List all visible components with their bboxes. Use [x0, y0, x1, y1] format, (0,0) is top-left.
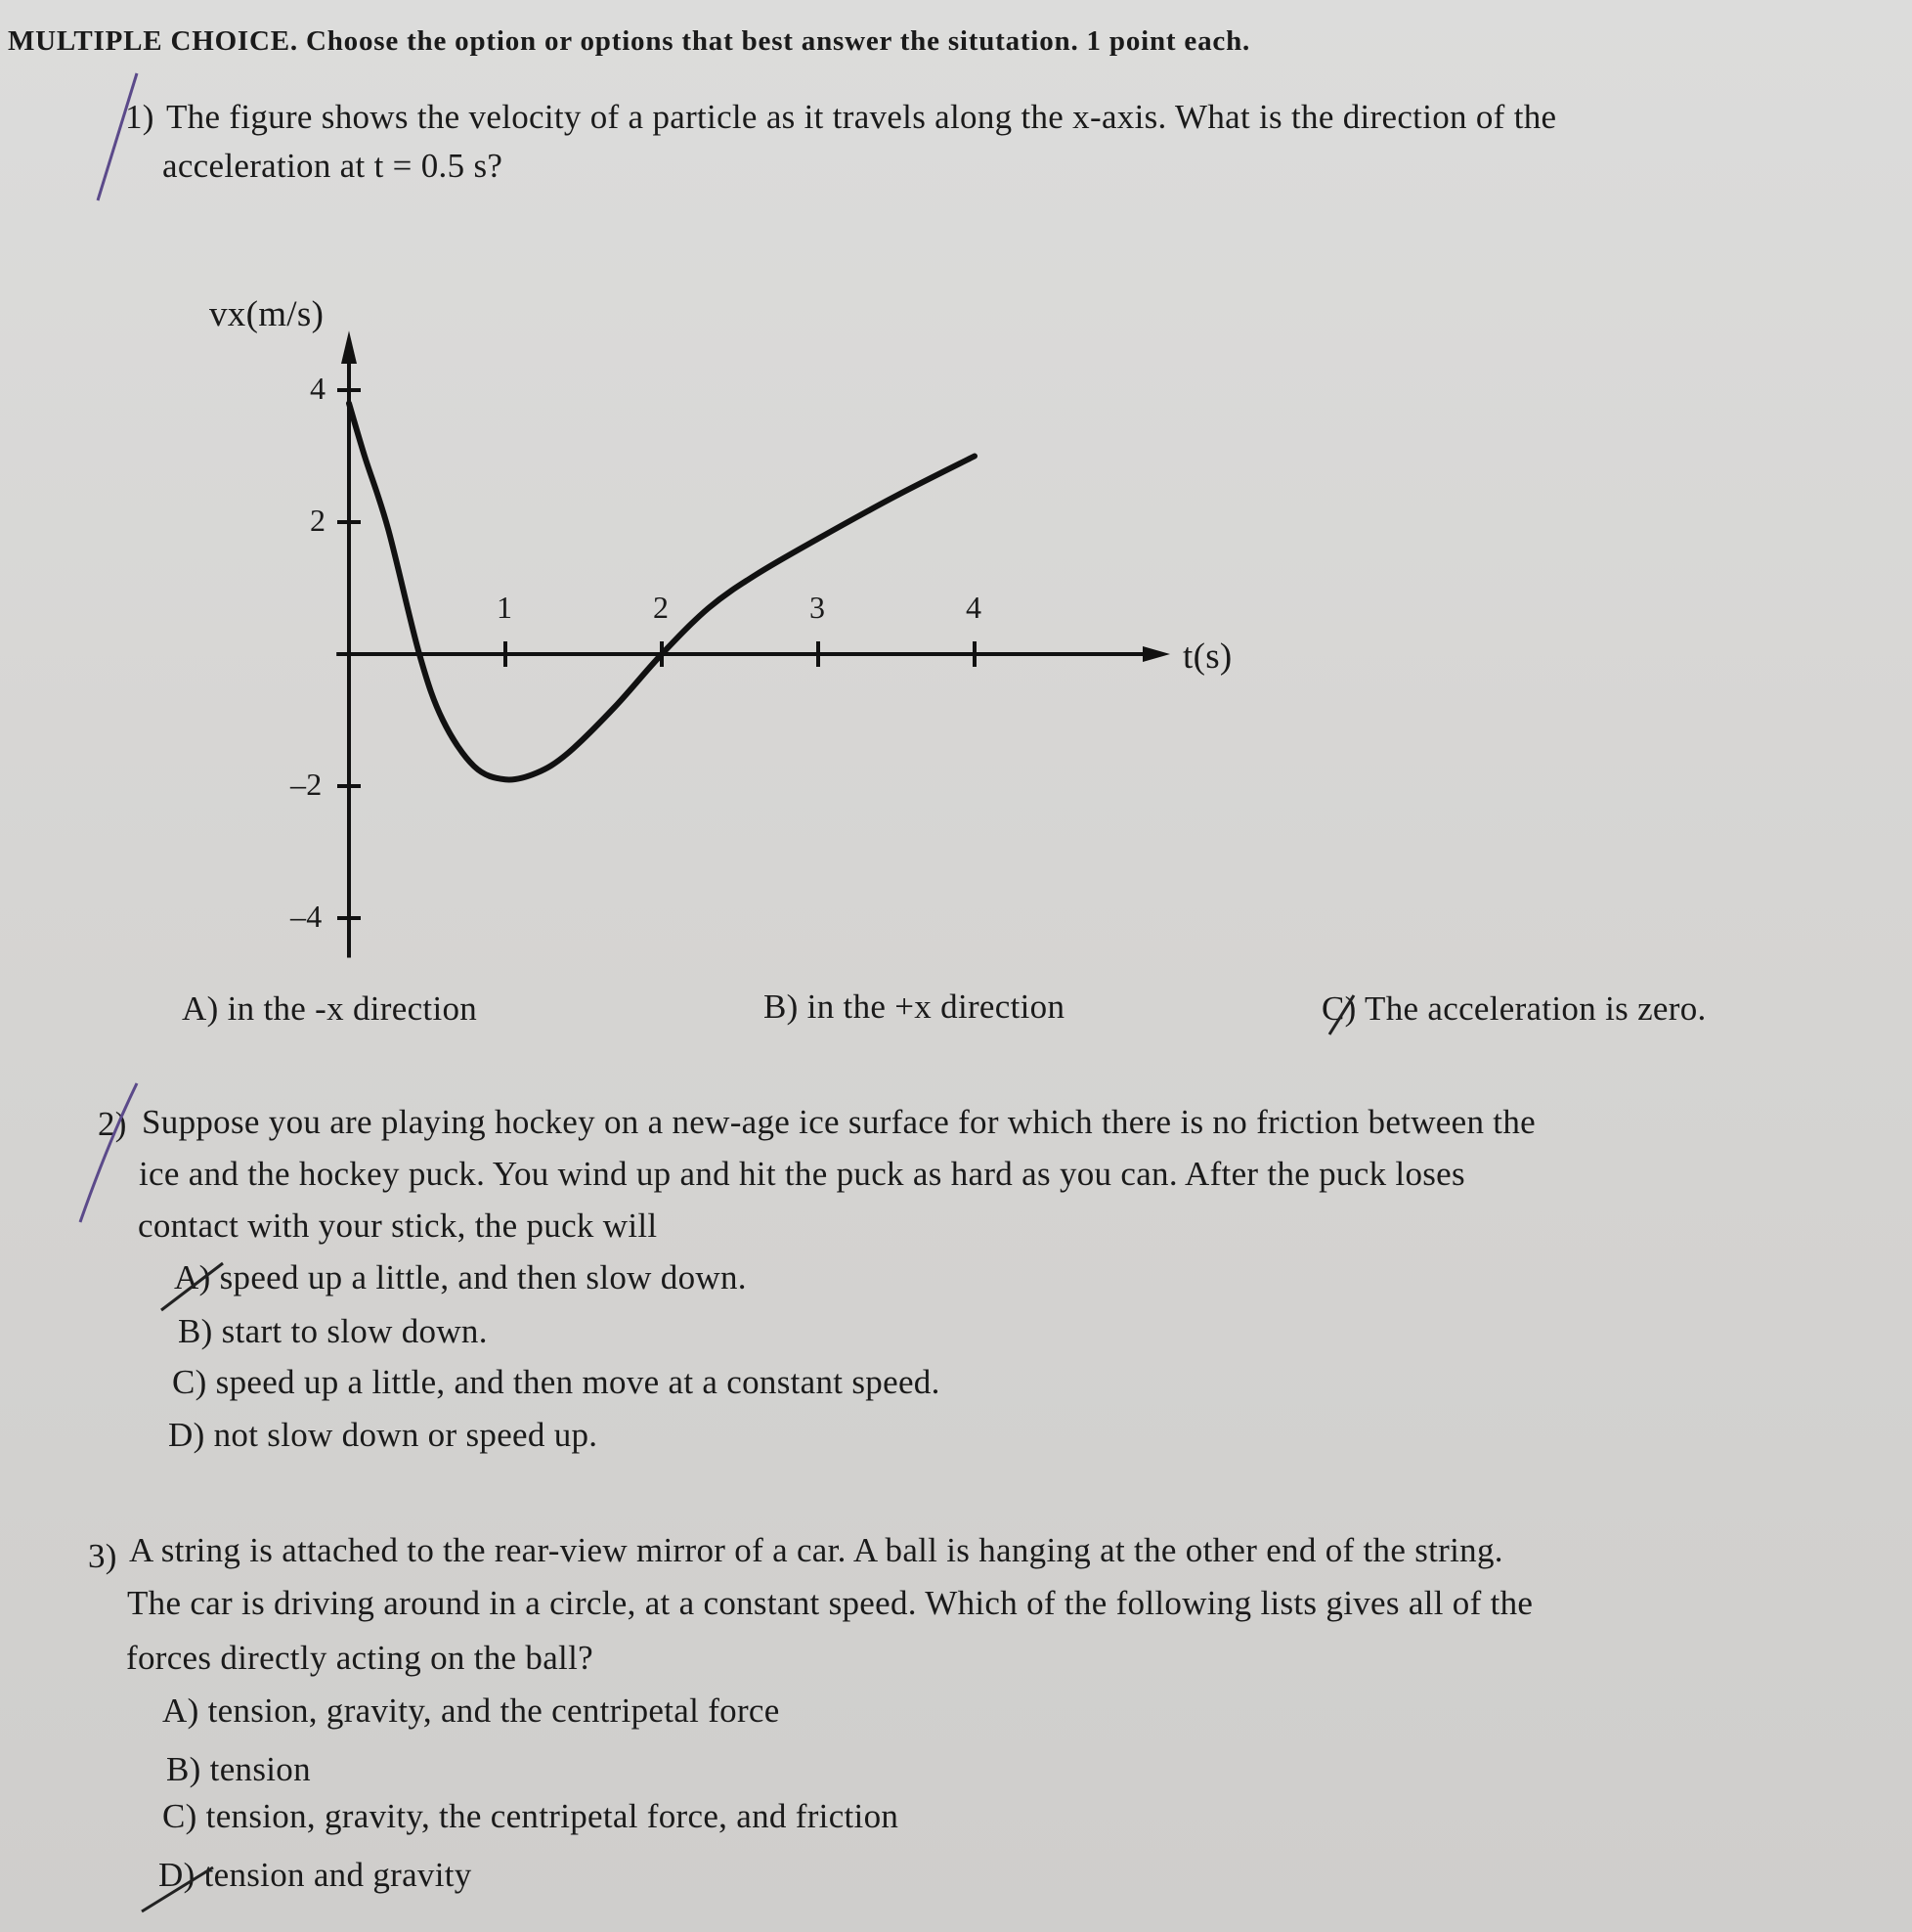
q1-text-line1: The figure shows the velocity of a particle as it travels along the x-axis. What is the direction of the — [166, 98, 1557, 136]
q3-option-b[interactable] — [166, 1750, 311, 1789]
option-text: not slow down or speed up. — [213, 1416, 598, 1454]
x-tick-label: 3 — [809, 590, 826, 625]
instructions-header: MULTIPLE CHOICE. Choose the option or options that best answer the situtation. 1 point each. — [8, 25, 1251, 57]
x-axis-arrow — [1143, 646, 1170, 662]
q2-option-b[interactable] — [178, 1312, 488, 1351]
option-label: C) — [172, 1363, 207, 1401]
q3-option-c[interactable] — [162, 1797, 898, 1836]
q2-option-c[interactable] — [172, 1363, 940, 1402]
q3-number: 3) — [88, 1537, 117, 1575]
x-tick-label: 2 — [653, 590, 670, 625]
q3-option-a[interactable] — [162, 1691, 780, 1731]
option-label: C) — [162, 1797, 197, 1835]
option-text: start to slow down. — [221, 1312, 488, 1350]
x-axis-label: t(s) — [1183, 637, 1233, 677]
option-label: A) — [174, 1258, 211, 1296]
option-label: B) — [166, 1750, 201, 1788]
q3-option-d[interactable] — [158, 1856, 472, 1895]
x-tick-label: 1 — [497, 590, 513, 625]
option-label: A) — [182, 989, 219, 1028]
q1-option-c[interactable] — [1322, 989, 1707, 1029]
option-text: speed up a little, and then move at a constant speed. — [215, 1363, 940, 1401]
y-tick-label: 2 — [310, 503, 326, 538]
y-axis-arrow — [341, 330, 357, 364]
option-text: in the +x direction — [806, 988, 1065, 1026]
q1-number: 1) — [125, 98, 154, 136]
option-text: in the -x direction — [227, 989, 478, 1028]
option-text: tension, gravity, and the centripetal force — [207, 1691, 780, 1730]
q2-text-line1: Suppose you are playing hockey on a new-age ice surface for which there is no friction between the — [142, 1103, 1536, 1141]
q1-option-b[interactable] — [763, 988, 1065, 1027]
option-text: tension and gravity — [203, 1856, 472, 1894]
option-label: B) — [763, 988, 799, 1026]
option-label: D) — [158, 1856, 196, 1894]
q2-option-a[interactable] — [174, 1258, 747, 1297]
option-text: speed up a little, and then slow down. — [219, 1258, 747, 1296]
y-tick-label: –2 — [290, 767, 323, 802]
q2-text-line3: contact with your stick, the puck will — [138, 1207, 658, 1245]
q3-text-line3: forces directly acting on the ball? — [126, 1639, 593, 1677]
option-text: The acceleration is zero. — [1365, 989, 1707, 1028]
y-tick-label: –4 — [290, 899, 323, 934]
option-label: B) — [178, 1312, 213, 1350]
option-label: D) — [168, 1416, 205, 1454]
q2-option-d[interactable] — [168, 1416, 597, 1455]
y-axis-label: vx(m/s) — [209, 294, 325, 334]
option-label: A) — [162, 1691, 199, 1730]
option-text: tension — [209, 1750, 311, 1788]
q3-text-line1: A string is attached to the rear-view mirror of a car. A ball is hanging at the other end of the string. — [129, 1531, 1503, 1569]
q2-text-line2: ice and the hockey puck. You wind up and hit the puck as hard as you can. After the puck loses — [139, 1155, 1465, 1193]
q2-number: 2) — [98, 1105, 127, 1143]
q1-option-a[interactable] — [182, 989, 477, 1029]
option-text: tension, gravity, the centripetal force, and friction — [205, 1797, 899, 1835]
option-label: C) — [1322, 989, 1357, 1028]
y-tick-label: 4 — [310, 371, 326, 406]
x-tick-label: 4 — [966, 590, 982, 625]
q3-text-line2: The car is driving around in a circle, at a constant speed. Which of the following lists gives all of the — [127, 1584, 1534, 1622]
q1-text-line2: acceleration at t = 0.5 s? — [162, 147, 503, 185]
